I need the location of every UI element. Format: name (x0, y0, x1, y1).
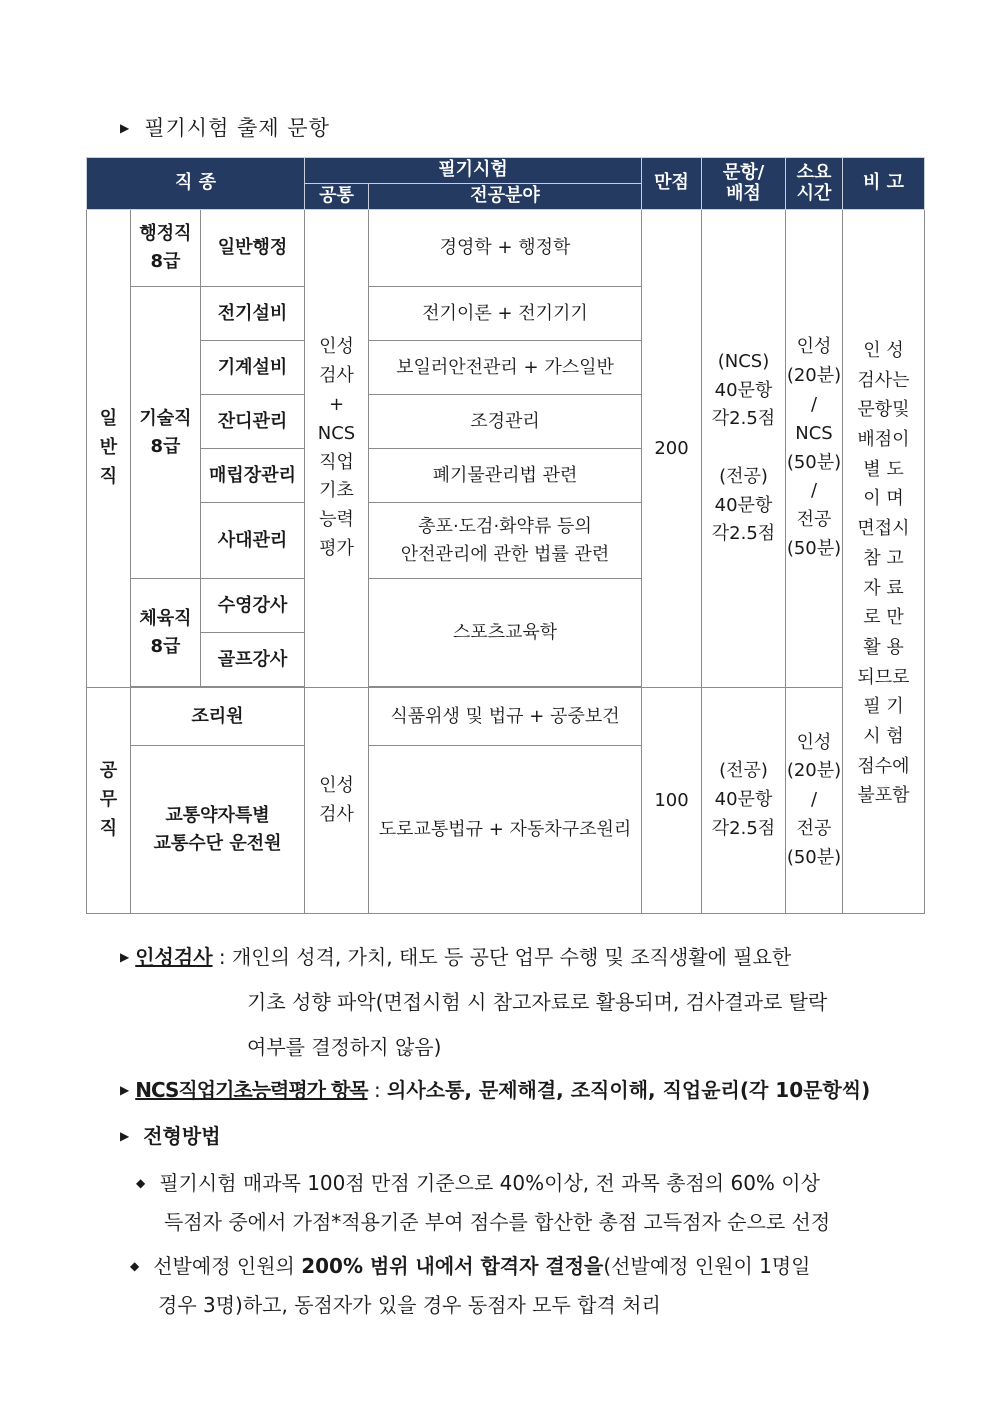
full-score-general: 200 (642, 210, 702, 688)
method-bullet-1: ◆ 필기시험 매과목 100점 만점 기준으로 40%이상, 전 과목 총점의 60% 이상 득점자 중에서 가점*적용기준 부여 점수를 합산한 총점 고득점자 순으로 선정 (136, 1162, 936, 1240)
header-common: 공통 (305, 184, 369, 210)
note-personality: ▶ 인성검사 : 개인의 성격, 가치, 태도 등 공단 업무 수행 및 조직생활에 필요한 기초 성향 파악(면접시험 시 참고자료로 활용되며, 검사결과로 탈락 여부를 결정하지 않음) (120, 935, 920, 1070)
major-sports: 스포츠교육학 (369, 579, 642, 687)
job-mechanical: 기계설비 (201, 341, 305, 395)
major-landfill: 폐기물관리법 관련 (369, 449, 642, 503)
job-shooting: 사대관리 (201, 503, 305, 579)
major-mechanical: 보일러안전관리 + 가스일반 (369, 341, 642, 395)
job-turf: 잔디관리 (201, 395, 305, 449)
header-time: 소요 시간 (786, 158, 843, 210)
method-bullet-2: ◆ 선발예정 인원의 200% 범위 내에서 합격자 결정을(선발예정 인원이 1명일 경우 3명)하고, 동점자가 있을 경우 동점자 모두 합격 처리 (130, 1245, 930, 1323)
triangle-bullet-icon: ▶ (120, 1129, 130, 1143)
header-major: 전공분야 (369, 184, 642, 210)
common-general: 인성 검사 + NCS 직업 기초 능력 평가 (305, 210, 369, 688)
method-title: ▶ 전형방법 (120, 1120, 221, 1152)
job-swim: 수영강사 (201, 579, 305, 633)
note-ncs: ▶ NCS직업기초능력평가 항목 : 의사소통, 문제해결, 조직이해, 직업윤리(각 10문항씩) (120, 1074, 930, 1106)
diamond-bullet-icon: ◆ (130, 1259, 140, 1273)
header-written-exam: 필기시험 (305, 158, 642, 184)
time-general: 인성 (20분) / NCS (50분) / 전공 (50분) (786, 210, 843, 688)
header-questions: 문항/ 배점 (702, 158, 786, 210)
header-job-type: 직 종 (87, 158, 305, 210)
major-turf: 조경관리 (369, 395, 642, 449)
common-public: 인성 검사 (305, 688, 369, 914)
job-driver: 교통약자특별 교통수단 운전원 (131, 746, 305, 914)
subgroup-admin: 행정직 8급 (131, 210, 201, 287)
time-public: 인성 (20분) / 전공 (50분) (786, 688, 843, 914)
subgroup-sports: 체육직 8급 (131, 579, 201, 687)
header-remarks: 비 고 (843, 158, 925, 210)
diamond-bullet-icon: ◆ (136, 1176, 146, 1190)
triangle-bullet-icon: ▶ (120, 1083, 130, 1097)
job-electrical: 전기설비 (201, 287, 305, 341)
full-score-public: 100 (642, 688, 702, 914)
group-general: 일 반 직 (87, 210, 131, 688)
major-electrical: 전기이론 + 전기기기 (369, 287, 642, 341)
major-shooting: 총포·도검·화약류 등의 안전관리에 관한 법률 관련 (369, 503, 642, 579)
triangle-bullet-icon: ▶ (120, 121, 131, 135)
section-title: ▶ 필기시험 출제 문항 (120, 116, 330, 140)
questions-general: (NCS) 40문항 각2.5점 (전공) 40문항 각2.5점 (702, 210, 786, 688)
job-general-admin: 일반행정 (201, 210, 305, 287)
job-cook: 조리원 (131, 688, 305, 746)
subgroup-tech: 기술직 8급 (131, 287, 201, 579)
job-landfill: 매립장관리 (201, 449, 305, 503)
major-cook: 식품위생 및 법규 + 공중보건 (369, 688, 642, 746)
exam-table (86, 157, 925, 914)
triangle-bullet-icon: ▶ (120, 950, 130, 964)
questions-public: (전공) 40문항 각2.5점 (702, 688, 786, 914)
job-golf: 골프강사 (201, 633, 305, 687)
header-full-score: 만점 (642, 158, 702, 210)
group-public: 공 무 직 (87, 688, 131, 914)
major-general-admin: 경영학 + 행정학 (369, 210, 642, 287)
major-driver: 도로교통법규 + 자동차구조원리 (369, 746, 642, 914)
remarks-cell: 인 성 검사는 문항및 배점이 별 도 이 며 면접시 참 고 자 료 로 만 활 용 되므로 필 기 시 험 점수에 불포함 (843, 210, 925, 914)
